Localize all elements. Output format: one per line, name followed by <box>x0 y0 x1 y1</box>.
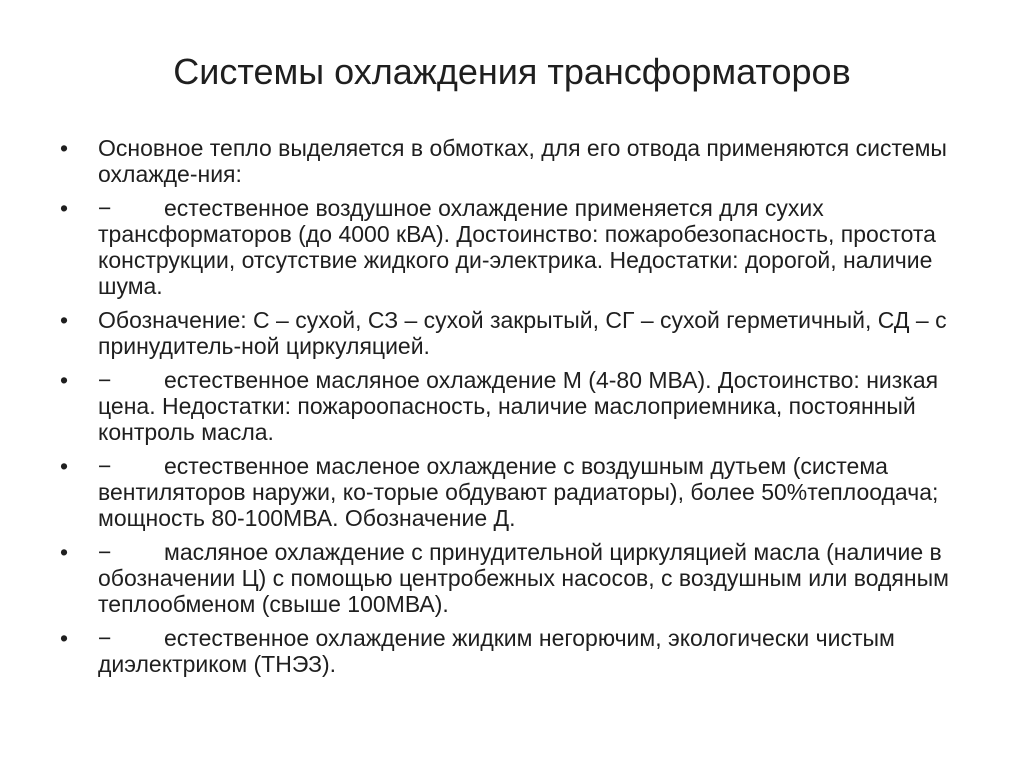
bullet-text: Основное тепло выделяется в обмотках, для его отвода применяются системы охлажде-ния: <box>98 135 947 187</box>
bullet-item <box>58 453 978 531</box>
bullet-item <box>58 539 978 617</box>
dash-icon: − <box>98 539 112 565</box>
bullet-item <box>58 195 978 299</box>
bullet-icon: • <box>60 539 69 565</box>
bullet-item <box>58 625 978 677</box>
bullet-item <box>58 307 978 359</box>
dash-icon: − <box>98 453 112 479</box>
bullet-icon: • <box>60 195 69 221</box>
bullet-icon: • <box>60 625 69 651</box>
bullet-item <box>58 135 978 187</box>
bullet-text: естественное воздушное охлаждение применяется для сухих трансформаторов (до 4000 кВА). Достоинство: пожаробезопасность, простота конструкции, отсутствие жидкого ди-электрика. Недостатки: дорогой, наличие шума. <box>98 195 936 299</box>
dash-icon: − <box>98 625 112 651</box>
slide-title: Системы охлаждения трансформаторов <box>173 51 851 92</box>
bullet-text: Обозначение: С – сухой, СЗ – сухой закрытый, СГ – сухой герметичный, СД – с принудитель-ной циркуляцией. <box>98 307 947 359</box>
bullet-icon: • <box>60 367 69 393</box>
bullet-list <box>58 135 978 685</box>
bullet-icon: • <box>60 453 69 479</box>
bullet-item <box>58 367 978 445</box>
bullet-text: естественное масленое охлаждение с воздушным дутьем (система вентиляторов наружи, ко-торые обдувают радиаторы), более 50%теплоодача; мощность 80-100МВА. Обозначение Д. <box>98 453 939 531</box>
dash-icon: − <box>98 195 112 221</box>
bullet-icon: • <box>60 135 69 161</box>
bullet-text: естественное масляное охлаждение М (4-80 МВА). Достоинство: низкая цена. Недостатки: пожароопасность, наличие маслоприемника, постоянный контроль масла. <box>98 367 939 445</box>
bullet-icon: • <box>60 307 69 333</box>
dash-icon: − <box>98 367 112 393</box>
bullet-text: естественное охлаждение жидким негорючим, экологически чистым диэлектриком (ТНЭЗ). <box>98 625 895 677</box>
bullet-text: масляное охлаждение с принудительной циркуляцией масла (наличие в обозначении Ц) с помощью центробежных насосов, с воздушным или водяным теплообменом (свыше 100МВА). <box>98 539 949 617</box>
